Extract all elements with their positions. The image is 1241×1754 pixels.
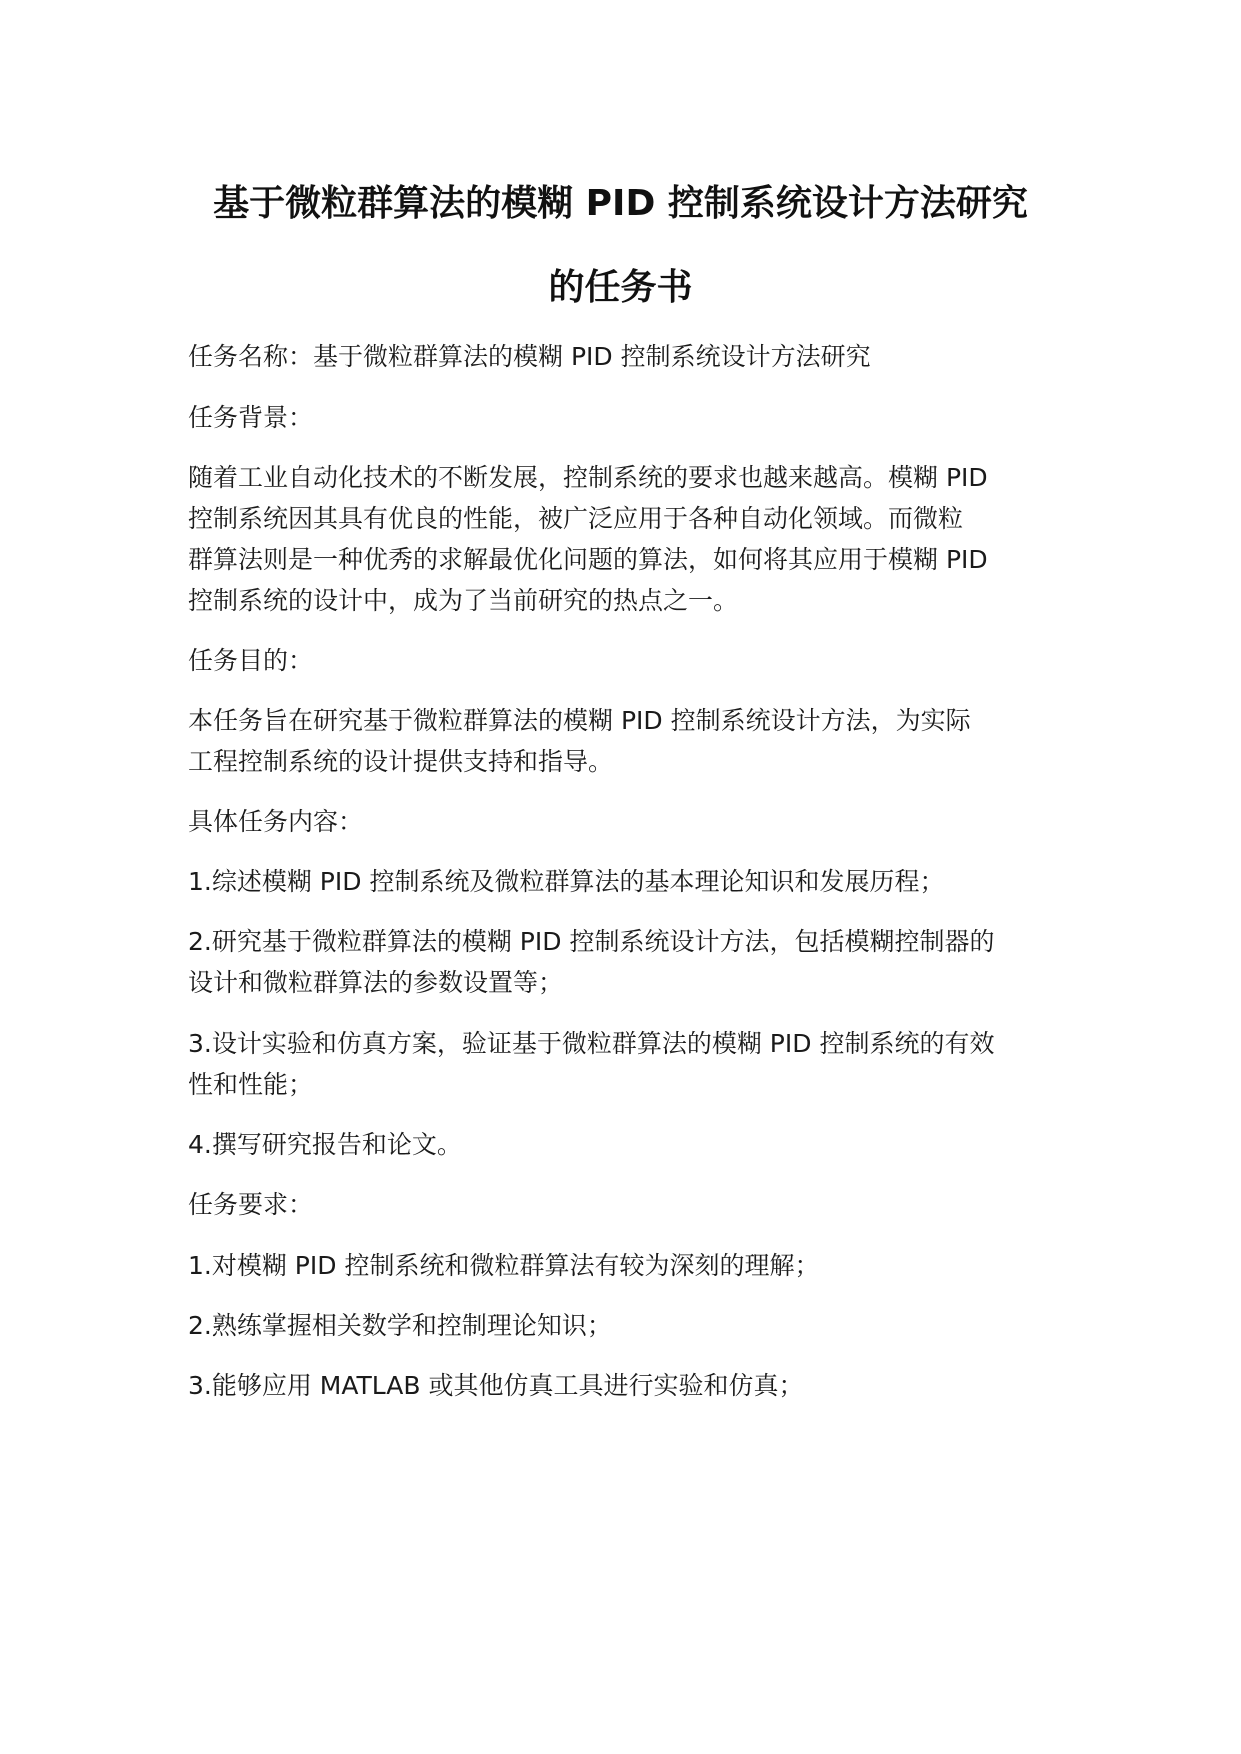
content-item-3-line-1: 3.设计实验和仿真方案，验证基于微粒群算法的模糊 PID 控制系统的有效: [188, 1029, 995, 1058]
background-paragraph-line-2: 控制系统因其具有优良的性能，被广泛应用于各种自动化领域。而微粒: [188, 504, 964, 533]
requirement-item-2: 2.熟练掌握相关数学和控制理论知识；: [188, 1311, 612, 1340]
content-item-4: 4.撰写研究报告和论文。: [188, 1130, 462, 1159]
background-paragraph-line-4: 控制系统的设计中，成为了当前研究的热点之一。: [188, 586, 739, 615]
background-paragraph-line-1: 随着工业自动化技术的不断发展，控制系统的要求也越来越高。模糊 PID: [188, 463, 988, 492]
task-requirements-heading: 任务要求：: [188, 1190, 314, 1219]
content-item-2-line-1: 2.研究基于微粒群算法的模糊 PID 控制系统设计方法，包括模糊控制器的: [188, 927, 995, 956]
task-content-heading: 具体任务内容：: [188, 807, 364, 836]
document-title-line-2: 的任务书: [548, 267, 693, 308]
background-paragraph-line-3: 群算法则是一种优秀的求解最优化问题的算法，如何将其应用于模糊 PID: [188, 545, 988, 574]
purpose-paragraph-line-1: 本任务旨在研究基于微粒群算法的模糊 PID 控制系统设计方法，为实际: [188, 706, 971, 735]
content-item-3-line-2: 性和性能；: [188, 1070, 314, 1099]
content-item-2-line-2: 设计和微粒群算法的参数设置等；: [188, 968, 564, 997]
task-purpose-heading: 任务目的：: [188, 646, 314, 675]
requirement-item-3: 3.能够应用 MATLAB 或其他仿真工具进行实验和仿真；: [188, 1371, 804, 1400]
task-name-line: 任务名称：基于微粒群算法的模糊 PID 控制系统设计方法研究: [188, 342, 871, 371]
document-title-line-1: 基于微粒群算法的模糊 PID 控制系统设计方法研究: [213, 183, 1028, 224]
requirement-item-1: 1.对模糊 PID 控制系统和微粒群算法有较为深刻的理解；: [188, 1251, 820, 1280]
purpose-paragraph-line-2: 工程控制系统的设计提供支持和指导。: [188, 747, 614, 776]
task-background-heading: 任务背景：: [188, 403, 314, 432]
content-item-1: 1.综述模糊 PID 控制系统及微粒群算法的基本理论知识和发展历程；: [188, 867, 945, 896]
